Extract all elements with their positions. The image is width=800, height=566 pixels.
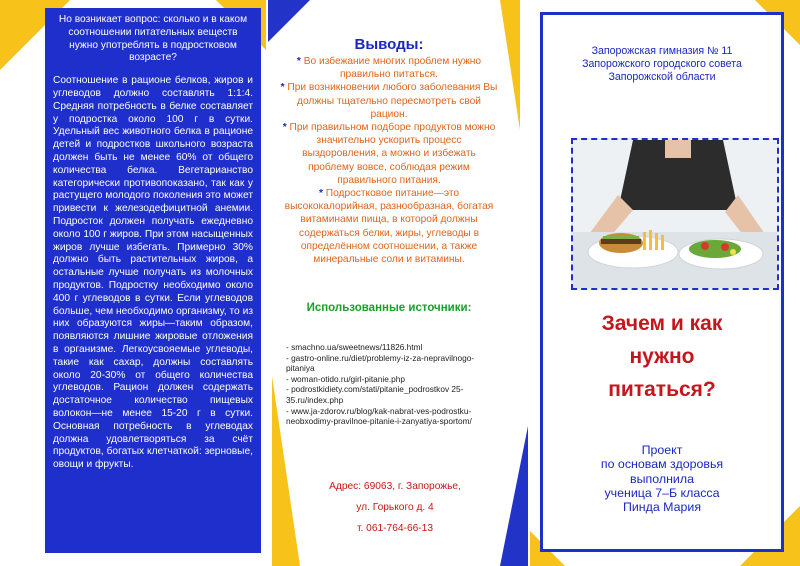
- phone-line: т. 061-764-66-13: [356, 523, 434, 534]
- author-name: Пинда Мария: [622, 500, 702, 515]
- sources-title: Использованные источники:: [306, 302, 472, 314]
- school-line: Запорожского городского совета: [582, 58, 742, 70]
- left-body-text: Соотношение в рационе белков, жиров и углеводов должно составлять 1:1:4. Средняя потребность в белке составляет у подростка около 100 г в сутки. Удельный вес животного белка в рационе детей и подростков школьного возраста должен быть не менее 60% от общего количества белка. Вегетарианство категорически противопоказано, так как у растущего молодого поколения это может привести к железодефицитной анемии. Подросток должен получать ежедневно около 100 г жиров. При этом насыщенных жиров лучше избегать. Примерно 30% должно быть растительных жиров, а остальные лучше получать из молочных продуктов. Подростку необходимо около 400 г углеводов в сутки. Если углеводов больше, чем необходимо организму, то из них образуются жиры—таким образом, появляются лишние жировые отложения в организме. Легкоусвояемые углеводы, такие как сахар, должны составлять около 20-30% от общего количества углеводов. Рацион должен содержать достаточное количество пищевых волокон—не менее 15-20 г в сутки. Основная потребность в углеводах должна удовлетворяться за счёт продуктов, богатых клетчаткой: зерновые, овощи и фрукты.: [53, 75, 253, 471]
- left-intro-text: Но возникает вопрос: сколько и в каком соотношении питательных веществ нужно употреблять в подростковом возрасте?: [58, 14, 248, 64]
- corner-triangle: [500, 426, 528, 566]
- corner-triangle: [500, 0, 520, 130]
- food-photo-illustration: [573, 140, 777, 288]
- address-line: Адрес: 69063, г. Запорожье,: [329, 481, 461, 492]
- source-item[interactable]: - smachno.ua/sweetnews/11826.html: [286, 342, 423, 352]
- project-line: Проект: [641, 443, 683, 457]
- source-item[interactable]: - www.ja-zdorov.ru/blog/kak-nabrat-ves-podrostku-neobxodimy-pravilnoe-pitanie-i-zanyatiya-sportom/: [286, 405, 472, 427]
- cover-title-line: нужно: [629, 345, 695, 368]
- left-info-panel: [45, 8, 261, 553]
- school-line: Запорожская гимназия № 11: [591, 45, 733, 57]
- source-item[interactable]: - woman-otido.ru/girl-pitanie.php: [286, 373, 405, 384]
- project-line: выполнила: [630, 471, 694, 486]
- street-line: ул. Горького д. 4: [356, 502, 434, 513]
- sources-list: [286, 342, 500, 427]
- source-item[interactable]: - podrostkidiety.com/stati/pitanie_podrostkov 25-35.ru/index.php: [286, 384, 464, 405]
- project-line: по основам здоровья: [600, 457, 724, 472]
- source-item[interactable]: - gastro-online.ru/diet/problemy-iz-za-nepravilnogo-pitaniya: [286, 352, 475, 374]
- conclusions-section: [280, 36, 498, 266]
- cover-title-line: Зачем и как: [601, 312, 723, 335]
- school-line: Запорожской области: [608, 71, 716, 83]
- address-block: [300, 476, 490, 539]
- school-name: [543, 45, 781, 84]
- conclusion-item: * При возникновении любого заболевания Вы должны тщательно пересмотреть свой рацион.: [280, 82, 498, 120]
- cover-title-line: питаться?: [608, 378, 716, 401]
- conclusions-title: Выводы:: [354, 36, 424, 53]
- project-info: [543, 443, 781, 514]
- star-bullet-icon: *: [280, 82, 288, 94]
- star-bullet-icon: *: [296, 56, 304, 67]
- conclusion-item: * Подростковое питание—это высококалорийная, разнообразная, богатая витаминами пища, в которой должны содержаться белки, жиры, углеводы в определённом соотношении, а также минеральные соли и витамины.: [284, 188, 494, 266]
- star-bullet-icon: *: [282, 122, 290, 134]
- conclusion-item: * При правильном подборе продуктов можно значительно ускорить процесс выздоровления, а можно и избежать проблему вовсе, соблюдая режим правильного питания.: [282, 122, 496, 186]
- conclusion-item: * Во избежание многих проблем нужно правильно питаться.: [296, 56, 482, 81]
- cover-panel: [540, 12, 784, 552]
- project-line: ученица 7–Б класса: [604, 485, 720, 500]
- cover-title: [543, 307, 781, 406]
- food-photo: [571, 138, 779, 290]
- star-bullet-icon: *: [318, 188, 326, 200]
